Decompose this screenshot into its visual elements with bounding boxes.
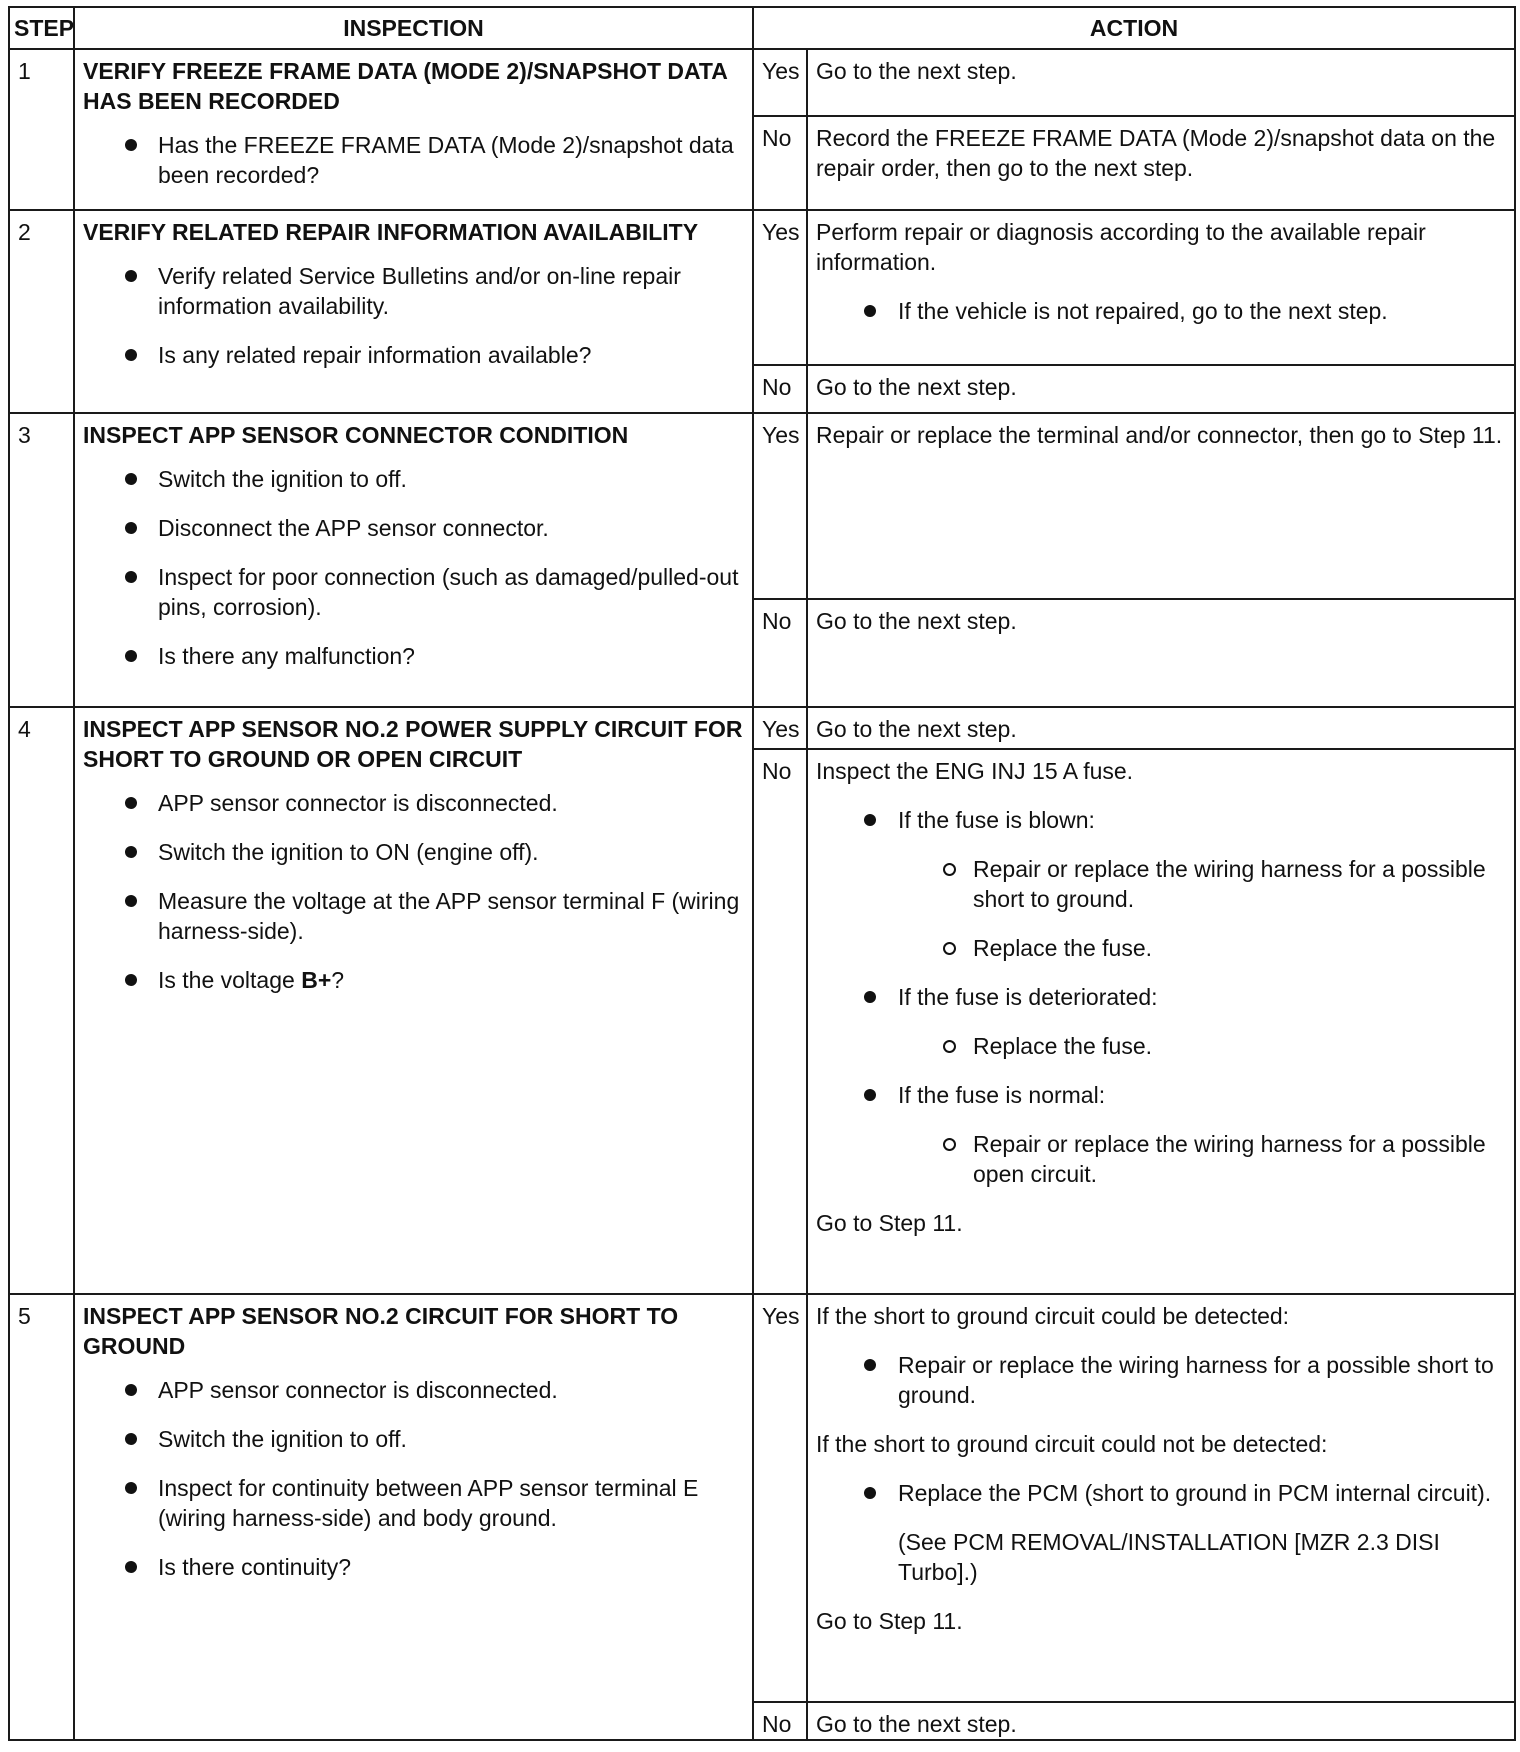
step-4-case-blown-sub-1: Repair or replace the wiring harness for a possible short to ground. [898,854,1506,914]
step-4-case-blown [816,805,1506,963]
step-1-number: 1 [9,49,74,210]
step-4-yes-label: Yes [753,707,807,749]
step-4-case-blown-sub-2: Replace the fuse. [898,933,1506,963]
step-5-number: 5 [9,1294,74,1740]
step-5-yes-detected: If the short to ground circuit could be detected: [816,1303,1290,1329]
step-3-number: 3 [9,413,74,707]
step-3-inspection [74,413,753,707]
step-1-bullet-1: Has the FREEZE FRAME DATA (Mode 2)/snapshot data been recorded? [83,130,744,190]
step-2-title: VERIFY RELATED REPAIR INFORMATION AVAILABILITY [83,219,699,245]
step-4-number: 4 [9,707,74,1294]
step-4-case-normal [816,1080,1506,1189]
step-5-yes-action [807,1294,1515,1702]
step-5-yes-not-detected-bullet [816,1478,1506,1587]
step-4-bullet-4-post: ? [331,967,345,993]
step-4-bullet-4-bold: B+ [301,967,332,993]
step-4-bullets [83,788,744,995]
step-1-no-action: Record the FREEZE FRAME DATA (Mode 2)/snapshot data on the repair order, then go to the next step. [807,116,1515,210]
step-2-bullet-2: Is any related repair information available? [83,340,744,370]
step-4-case-normal-subs [898,1129,1506,1189]
step-4-case-blown-subs [898,854,1506,963]
step-5-replace-pcm-text: Replace the PCM (short to ground in PCM internal circuit). [898,1480,1492,1506]
step-4-case-deteriorated-subs [898,1031,1506,1061]
step-5-row [9,1294,1515,1702]
step-3-bullet-1: Switch the ignition to off. [83,464,744,494]
step-3-yes-action: Repair or replace the terminal and/or connector, then go to Step 11. [807,413,1515,599]
step-2-number: 2 [9,210,74,413]
step-2-bullets [83,261,744,370]
step-4-bullet-4-pre: Is the voltage [158,967,302,993]
step-5-title: INSPECT APP SENSOR NO.2 CIRCUIT FOR SHORT TO GROUND [83,1303,679,1359]
step-column-header: STEP [9,7,74,49]
step-4-bullet-3: Measure the voltage at the APP sensor terminal F (wiring harness-side). [83,886,744,946]
step-5-bullet-3: Inspect for continuity between APP sensor terminal E (wiring harness-side) and body ground. [83,1473,744,1533]
step-3-bullet-2: Disconnect the APP sensor connector. [83,513,744,543]
action-column-header: ACTION [753,7,1515,49]
step-1-no-label: No [753,116,807,210]
step-4-no-label: No [753,749,807,1294]
step-3-no-action: Go to the next step. [807,599,1515,707]
step-2-bullet-1: Verify related Service Bulletins and/or on-line repair information availability. [83,261,744,321]
step-5-yes-label: Yes [753,1294,807,1702]
step-3-no-label: No [753,599,807,707]
diagnostic-procedure-table [8,6,1516,1741]
step-2-no-action: Go to the next step. [807,365,1515,413]
step-5-bullet-2: Switch the ignition to off. [83,1424,744,1454]
step-1-title: VERIFY FREEZE FRAME DATA (MODE 2)/SNAPSHOT DATA HAS BEEN RECORDED [83,58,728,114]
step-5-no-action: Go to the next step. [807,1702,1515,1740]
step-4-no-action [807,749,1515,1294]
step-5-bullet-4: Is there continuity? [83,1552,744,1582]
step-5-bullets [83,1375,744,1582]
step-4-fuse-cases [816,805,1506,1189]
step-2-row [9,210,1515,365]
inspection-column-header: INSPECTION [74,7,753,49]
step-3-yes-label: Yes [753,413,807,599]
step-4-case-deteriorated-sub-1: Replace the fuse. [898,1031,1506,1061]
step-4-inspection [74,707,753,1294]
step-4-bullet-1: APP sensor connector is disconnected. [83,788,744,818]
step-4-no-outro: Go to Step 11. [816,1210,963,1236]
step-4-case-deteriorated [816,982,1506,1061]
step-5-yes-goto: Go to Step 11. [816,1608,963,1634]
step-4-case-normal-sub-1: Repair or replace the wiring harness for a possible open circuit. [898,1129,1506,1189]
step-5-yes-not-detected: If the short to ground circuit could not be detected: [816,1431,1328,1457]
step-5-yes-not-detected-bullets [816,1478,1506,1587]
step-4-title: INSPECT APP SENSOR NO.2 POWER SUPPLY CIRCUIT FOR SHORT TO GROUND OR OPEN CIRCUIT [83,716,743,772]
step-2-inspection [74,210,753,413]
step-5-bullet-1: APP sensor connector is disconnected. [83,1375,744,1405]
step-1-inspection [74,49,753,210]
step-4-case-normal-label: If the fuse is normal: [898,1082,1106,1108]
step-4-case-deteriorated-label: If the fuse is deteriorated: [898,984,1158,1010]
step-5-yes-detected-bullet: Repair or replace the wiring harness for a possible short to ground. [816,1350,1506,1410]
step-3-row [9,413,1515,599]
header-row [9,7,1515,49]
step-5-see-reference: (See PCM REMOVAL/INSTALLATION [MZR 2.3 DISI Turbo].) [898,1529,1440,1585]
step-3-bullet-3: Inspect for poor connection (such as damaged/pulled-out pins, corrosion). [83,562,744,622]
step-4-row [9,707,1515,749]
step-1-yes-label: Yes [753,49,807,116]
step-1-yes-action: Go to the next step. [807,49,1515,116]
step-5-no-label: No [753,1702,807,1740]
step-5-yes-detected-bullets [816,1350,1506,1410]
step-4-yes-action: Go to the next step. [807,707,1515,749]
step-3-title: INSPECT APP SENSOR CONNECTOR CONDITION [83,422,629,448]
step-3-bullets [83,464,744,671]
step-2-yes-label: Yes [753,210,807,365]
step-3-bullet-4: Is there any malfunction? [83,641,744,671]
step-1-bullets [83,130,744,190]
step-2-yes-bullets [816,296,1506,326]
step-2-yes-bullet: If the vehicle is not repaired, go to the next step. [816,296,1506,326]
step-4-bullet-4 [83,965,744,995]
step-4-no-intro: Inspect the ENG INJ 15 A fuse. [816,758,1134,784]
step-2-yes-action [807,210,1515,365]
step-2-no-label: No [753,365,807,413]
step-2-yes-text: Perform repair or diagnosis according to the available repair information. [816,219,1426,275]
step-4-bullet-2: Switch the ignition to ON (engine off). [83,837,744,867]
step-1-row [9,49,1515,116]
step-4-case-blown-label: If the fuse is blown: [898,807,1095,833]
step-5-inspection [74,1294,753,1740]
